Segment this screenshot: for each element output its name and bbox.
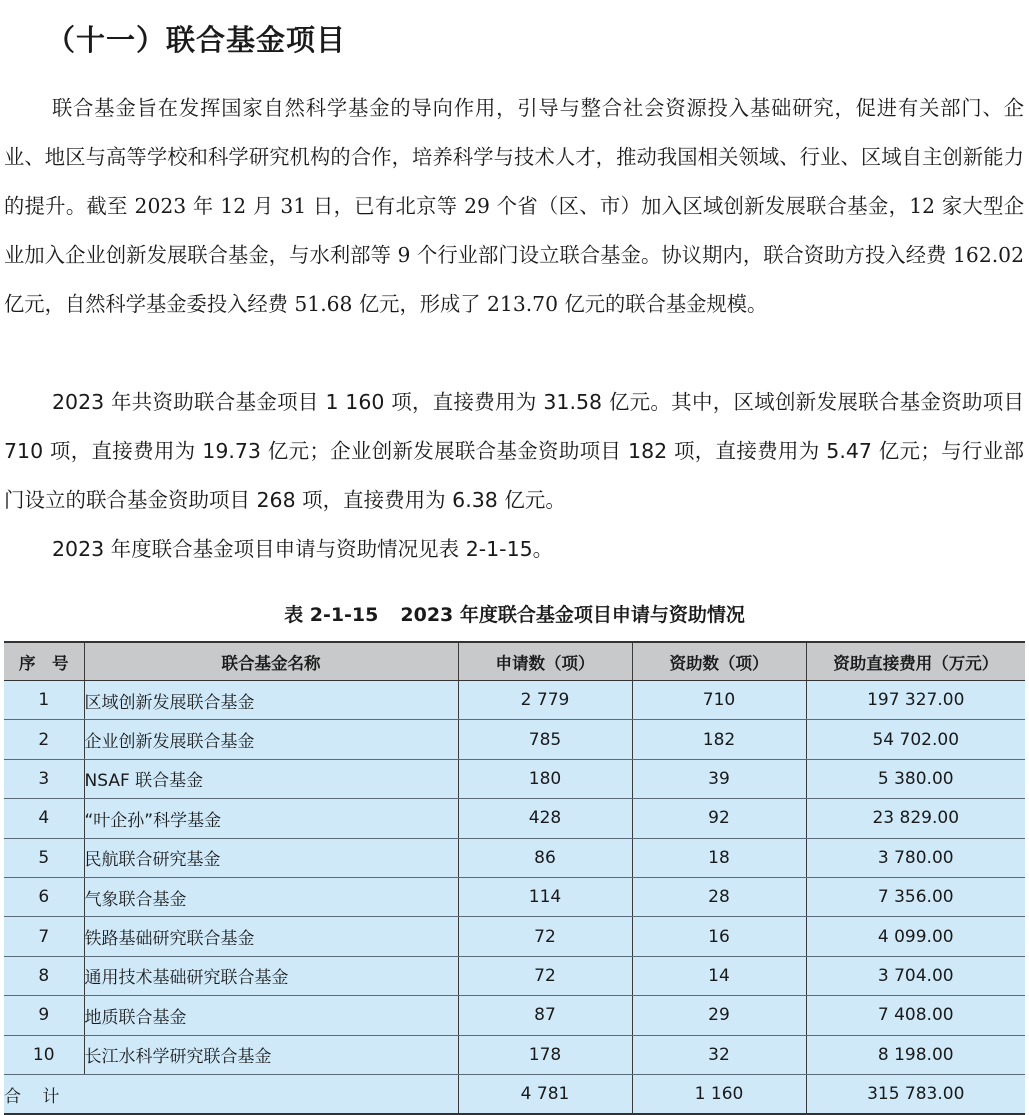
row-index: 2	[4, 720, 84, 759]
row-direct-fee: 3 704.00	[806, 956, 1025, 995]
row-direct-fee: 5 380.00	[806, 759, 1025, 798]
table-row	[4, 799, 1025, 838]
row-direct-fee: 4 099.00	[806, 917, 1025, 956]
row-applied: 180	[458, 759, 632, 798]
table-row	[4, 838, 1025, 877]
total-label: 合 计	[4, 1074, 458, 1114]
table-row	[4, 720, 1025, 759]
row-fund-name: 地质联合基金	[84, 996, 458, 1035]
row-fund-name: 区域创新发展联合基金	[84, 681, 458, 720]
table-row	[4, 917, 1025, 956]
row-fund-name: NSAF 联合基金	[84, 759, 458, 798]
table-row	[4, 759, 1025, 798]
row-fund-name: 民航联合研究基金	[84, 838, 458, 877]
row-funded: 18	[632, 838, 806, 877]
table-row	[4, 681, 1025, 720]
row-applied: 87	[458, 996, 632, 1035]
header-funded: 资助数（项）	[632, 642, 806, 681]
row-fund-name: 通用技术基础研究联合基金	[84, 956, 458, 995]
row-index: 10	[4, 1035, 84, 1074]
table-caption-title: 2023 年度联合基金项目申请与资助情况	[400, 604, 745, 626]
total-funded: 1 160	[632, 1074, 806, 1114]
row-funded: 14	[632, 956, 806, 995]
row-applied: 428	[458, 799, 632, 838]
row-applied: 72	[458, 956, 632, 995]
row-fund-name: “叶企孙”科学基金	[84, 799, 458, 838]
table-row	[4, 1035, 1025, 1074]
table-row	[4, 956, 1025, 995]
row-funded: 32	[632, 1035, 806, 1074]
row-index: 7	[4, 917, 84, 956]
row-funded: 39	[632, 759, 806, 798]
row-fund-name: 铁路基础研究联合基金	[84, 917, 458, 956]
row-index: 4	[4, 799, 84, 838]
row-applied: 86	[458, 838, 632, 877]
total-direct-fee: 315 783.00	[806, 1074, 1025, 1114]
row-fund-name: 气象联合基金	[84, 877, 458, 916]
header-direct-fee: 资助直接费用（万元）	[806, 642, 1025, 681]
row-funded: 16	[632, 917, 806, 956]
table-row	[4, 996, 1025, 1035]
header-index: 序 号	[4, 642, 84, 681]
row-applied: 114	[458, 877, 632, 916]
header-fund-name: 联合基金名称	[84, 642, 458, 681]
row-direct-fee: 8 198.00	[806, 1035, 1025, 1074]
row-index: 3	[4, 759, 84, 798]
row-direct-fee: 3 780.00	[806, 838, 1025, 877]
row-direct-fee: 7 408.00	[806, 996, 1025, 1035]
row-direct-fee: 197 327.00	[806, 681, 1025, 720]
row-applied: 2 779	[458, 681, 632, 720]
section-title: （十一）联合基金项目	[46, 23, 347, 57]
table-header-row	[4, 642, 1025, 681]
row-index: 6	[4, 877, 84, 916]
row-fund-name: 长江水科学研究联合基金	[84, 1035, 458, 1074]
row-applied: 785	[458, 720, 632, 759]
row-funded: 28	[632, 877, 806, 916]
total-applied: 4 781	[458, 1074, 632, 1114]
row-direct-fee: 7 356.00	[806, 877, 1025, 916]
table-row	[4, 877, 1025, 916]
table-caption-id: 表 2-1-15	[284, 604, 379, 626]
row-index: 9	[4, 996, 84, 1035]
row-index: 1	[4, 681, 84, 720]
row-direct-fee: 23 829.00	[806, 799, 1025, 838]
table-caption	[0, 600, 1029, 627]
row-applied: 72	[458, 917, 632, 956]
header-applied: 申请数（项）	[458, 642, 632, 681]
row-funded: 182	[632, 720, 806, 759]
intro-paragraph: 联合基金旨在发挥国家自然科学基金的导向作用，引导与整合社会资源投入基础研究，促进有关部门、企业、地区与高等学校和科学研究机构的合作，培养科学与技术人才，推动我国相关领域、行业、区域自主创新能力的提升。截至 2023 年 12 月 31 日，已有北京等 29 个省（区、市）加入区域创新发展联合基金，12 家大型企业加入企业创新发展联合基金，与水利部等 9 个行业部门设立联合基金。协议期内，联合资助方投入经费 162.02 亿元，自然科学基金委投入经费 51.68 亿元，形成了 213.70 亿元的联合基金规模。	[4, 96, 1024, 316]
row-funded: 92	[632, 799, 806, 838]
table-reference-paragraph: 2023 年度联合基金项目申请与资助情况见表 2-1-15。	[52, 537, 554, 561]
row-fund-name: 企业创新发展联合基金	[84, 720, 458, 759]
row-funded: 29	[632, 996, 806, 1035]
row-applied: 178	[458, 1035, 632, 1074]
table-total-row	[4, 1074, 1025, 1114]
funding-summary-paragraph: 2023 年共资助联合基金项目 1 160 项，直接费用为 31.58 亿元。其中，区域创新发展联合基金资助项目 710 项，直接费用为 19.73 亿元；企业创新发展联合基金资助项目 182 项，直接费用为 5.47 亿元；与行业部门设立的联合基金资助项目 268 项，直接费用为 6.38 亿元。	[4, 390, 1024, 512]
row-funded: 710	[632, 681, 806, 720]
row-index: 8	[4, 956, 84, 995]
row-direct-fee: 54 702.00	[806, 720, 1025, 759]
joint-fund-table	[4, 641, 1025, 1115]
row-index: 5	[4, 838, 84, 877]
